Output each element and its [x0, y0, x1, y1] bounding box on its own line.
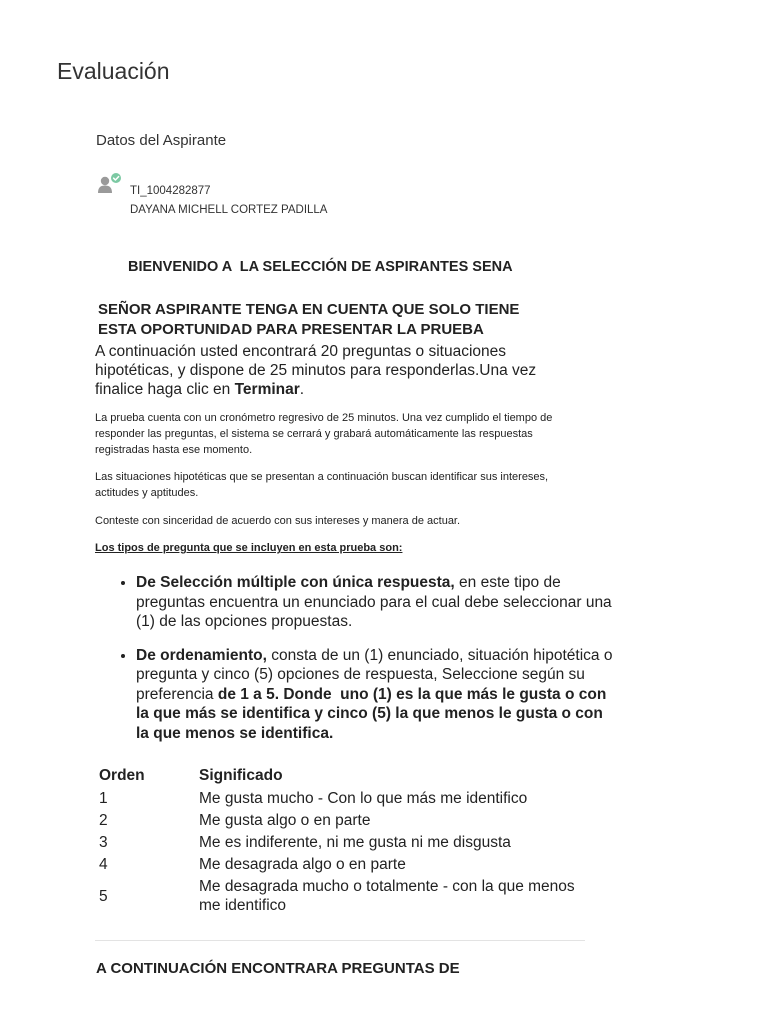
applicant-id: TI_1004282877 [130, 185, 211, 197]
meaning-cell: Me desagrada mucho o totalmente - con la que menos me identifico [199, 878, 575, 914]
meaning-cell: Me es indiferente, ni me gusta ni me disgusta [199, 834, 511, 851]
honesty-paragraph: Conteste con sinceridad de acuerdo con sus intereses y manera de actuar. [95, 515, 461, 527]
meaning-cell: Me gusta mucho - Con lo que más me identifico [199, 790, 528, 807]
meaning-cell: Me desagrada algo o en parte [199, 856, 406, 873]
page-title: Evaluación [57, 58, 170, 84]
order-cell: 1 [99, 790, 108, 807]
applicant-section-title: Datos del Aspirante [96, 132, 227, 149]
table-row [99, 832, 589, 854]
applicant-name: DAYANA MICHELL CORTEZ PADILLA [130, 204, 328, 216]
divider [95, 940, 585, 941]
intro-text: A continuación usted encontrará 20 preguntas o situaciones hipotéticas, y dispone de 25 minutos para responderlas.Una vez finalice haga clic en [95, 343, 537, 398]
column-header-meaning: Significado [199, 766, 283, 784]
order-cell: 2 [99, 812, 108, 829]
list-item [136, 573, 616, 632]
table-row [99, 854, 589, 876]
list-item [136, 646, 616, 744]
situations-paragraph: Las situaciones hipotéticas que se presentan a continuación buscan identificar sus intereses, actitudes y aptitudes. [95, 471, 549, 499]
user-verified-icon [96, 172, 126, 196]
order-cell: 5 [99, 887, 108, 905]
intro-end: . [299, 381, 305, 398]
bullet-2-text: consta de un (1) enunciado, situación hipotética o pregunta y cinco (5) opciones de respuesta, Seleccione según su preferencia [136, 646, 613, 703]
intro-paragraph [95, 342, 565, 399]
order-cell: 4 [99, 856, 108, 873]
bullet-2-detail: de 1 a 5. Donde uno (1) es la que más le gusta o con la que más se identifica y cinco (5) la que menos le gusta o con la que menos se identifica. [136, 685, 611, 742]
meaning-cell: Me gusta algo o en parte [199, 812, 371, 829]
table-row [99, 810, 589, 832]
warning-heading [98, 300, 598, 340]
bullet-2-title: De ordenamiento, [136, 646, 267, 664]
timer-paragraph: La prueba cuenta con un cronómetro regresivo de 25 minutos. Una vez cumplido el tiempo de responder las preguntas, el sistema se cerrará y grabará automáticamente las respuestas registradas hasta ese momento. [95, 412, 553, 456]
warning-line-2: ESTA OPORTUNIDAD PARA PRESENTAR LA PRUEBA [98, 321, 484, 338]
question-types-heading: Los tipos de pregunta que se incluyen en esta prueba son: [95, 542, 403, 554]
terminar-label: Terminar [234, 381, 300, 398]
column-header-order: Orden [99, 766, 145, 784]
warning-line-1: SEÑOR ASPIRANTE TENGA EN CUENTA QUE SOLO TIENE [98, 301, 520, 318]
ranking-table [99, 766, 589, 917]
next-section-heading: A CONTINUACIÓN ENCONTRARA PREGUNTAS DE [96, 960, 460, 977]
table-row [99, 876, 589, 917]
table-header-row [99, 766, 589, 788]
bullet-1-text: en este tipo de preguntas encuentra un enunciado para el cual debe seleccionar una (1) de las opciones propuestas. [136, 574, 612, 630]
question-types-list [112, 573, 616, 757]
bullet-1-title: De Selección múltiple con única respuesta, [136, 574, 455, 591]
table-row [99, 788, 589, 810]
order-cell: 3 [99, 834, 108, 851]
welcome-heading: BIENVENIDO A LA SELECCIÓN DE ASPIRANTES SENA [128, 259, 513, 275]
